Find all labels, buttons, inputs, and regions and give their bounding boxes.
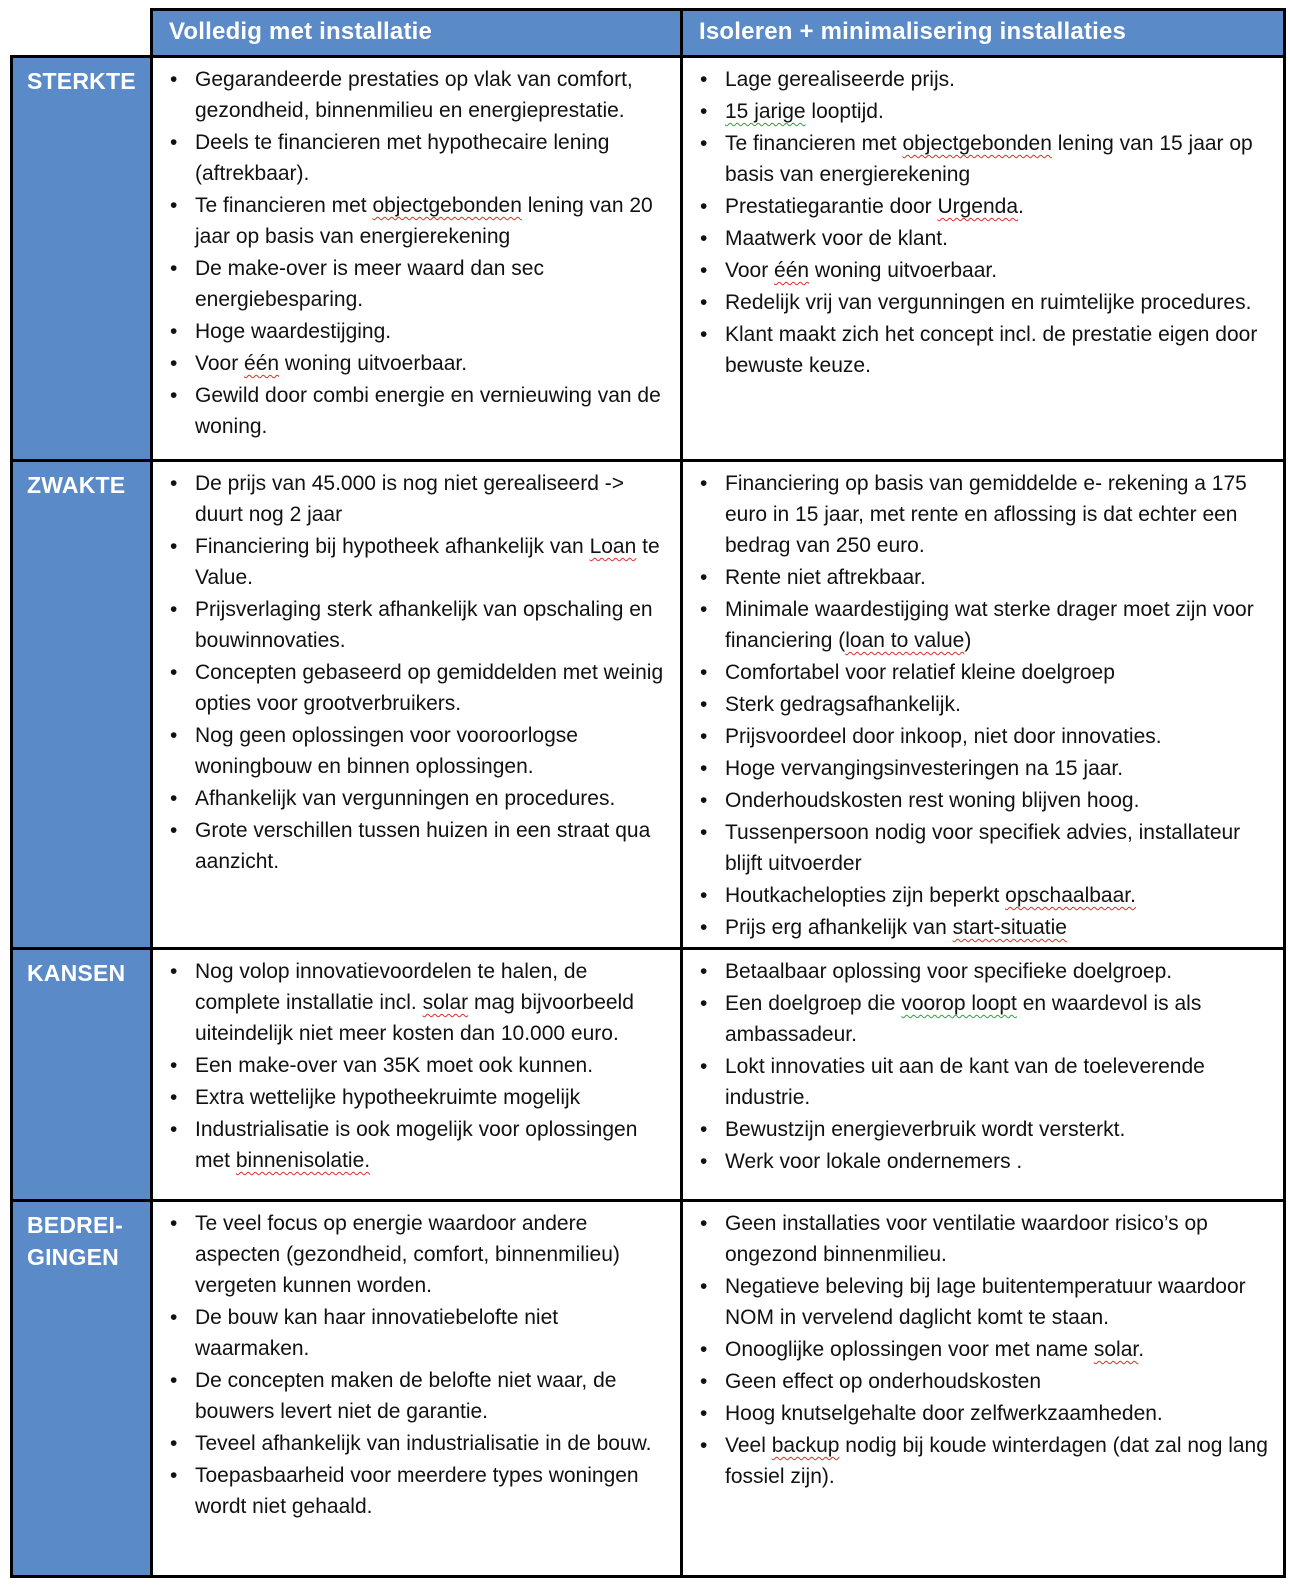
bullet-list <box>683 1208 1275 1492</box>
list-item <box>683 223 1275 254</box>
spellcheck-underlined-text: één <box>774 259 810 282</box>
list-item <box>683 1051 1275 1113</box>
list-item <box>683 657 1275 688</box>
grammar-underlined-text: 15 jarige <box>725 100 806 123</box>
list-item <box>153 1114 672 1176</box>
list-item <box>683 128 1275 190</box>
cell-sterkte-col0 <box>152 57 682 461</box>
row-label-kansen: KANSEN <box>12 949 152 1201</box>
text-segment: De bouw kan haar innovatiebelofte niet waarmaken. <box>195 1306 559 1360</box>
bullet-list <box>683 956 1275 1177</box>
text-segment: Geen installaties voor ventilatie waardoor risico’s op ongezond binnenmilieu. <box>725 1212 1208 1266</box>
header-row <box>12 10 1285 57</box>
list-item <box>683 880 1275 911</box>
list-item <box>153 190 672 252</box>
text-segment: Klant maakt zich het concept incl. de prestatie eigen door bewuste keuze. <box>725 323 1258 377</box>
list-item <box>683 1271 1275 1333</box>
text-segment: Veel <box>725 1434 772 1457</box>
list-item <box>683 1334 1275 1365</box>
spellcheck-underlined-text: loan to value <box>845 629 965 652</box>
text-segment: Negatieve beleving bij lage buitentemperatuur waardoor NOM in vervelend daglicht komt te staan. <box>725 1275 1246 1329</box>
text-segment: Prestatiegarantie door <box>725 195 938 218</box>
text-segment: Nog volop innovatievoordelen te halen, de complete installatie incl. <box>195 960 588 1014</box>
table-row-sterkte <box>12 57 1285 461</box>
text-segment: Afhankelijk van vergunningen en procedures. <box>195 787 616 810</box>
cell-kansen-col0 <box>152 949 682 1201</box>
list-item <box>153 468 672 530</box>
spellcheck-underlined-text: één <box>244 352 280 375</box>
text-segment: te Value. <box>195 535 660 589</box>
text-segment: De concepten maken de belofte niet waar, de bouwers levert niet de garantie. <box>195 1369 617 1423</box>
text-segment: Te veel focus op energie waardoor andere aspecten (gezondheid, comfort, binnenmilieu) vergeten kunnen worden. <box>195 1212 620 1297</box>
text-segment: Maatwerk voor de klant. <box>725 227 948 250</box>
table-row-bedreigingen <box>12 1201 1285 1577</box>
column-header-volledig: Volledig met installatie <box>152 10 682 57</box>
list-item <box>153 348 672 379</box>
text-segment: Tussenpersoon nodig voor specifiek advies, installateur blijft uitvoerder <box>725 821 1241 875</box>
bullet-list <box>153 956 672 1176</box>
text-segment: Concepten gebaseerd op gemiddelden met weinig opties voor grootverbruikers. <box>195 661 664 715</box>
text-segment: looptijd. <box>805 100 884 123</box>
list-item <box>153 783 672 814</box>
list-item <box>153 657 672 719</box>
bullet-list <box>683 468 1275 943</box>
table-row-kansen <box>12 949 1285 1201</box>
text-segment: Geen effect op onderhoudskosten <box>725 1370 1042 1393</box>
text-segment: Voor <box>195 352 245 375</box>
list-item <box>683 1366 1275 1397</box>
list-item <box>153 1365 672 1427</box>
list-item <box>683 721 1275 752</box>
bullet-list <box>683 64 1275 381</box>
list-item <box>683 753 1275 784</box>
column-header-isoleren: Isoleren + minimalisering installaties <box>682 10 1285 57</box>
text-segment: Hoge waardestijging. <box>195 320 392 343</box>
list-item <box>153 956 672 1049</box>
text-segment: Bewustzijn energieverbruik wordt versterkt. <box>725 1118 1126 1141</box>
text-segment: Onderhoudskosten rest woning blijven hoog. <box>725 789 1140 812</box>
corner-cell <box>12 10 152 57</box>
list-item <box>683 912 1275 943</box>
cell-zwakte-col1 <box>682 461 1285 949</box>
text-segment: en waardevol is als ambassadeur. <box>725 992 1202 1046</box>
list-item <box>683 1208 1275 1270</box>
list-item <box>683 468 1275 561</box>
text-segment: mag bijvoorbeeld uiteindelijk niet meer kosten dan 10.000 euro. <box>195 991 634 1045</box>
text-segment: lening van 15 jaar op basis van energierekening <box>725 132 1253 186</box>
text-segment: Te financieren met <box>195 194 373 217</box>
spellcheck-underlined-text: objectgebonden <box>372 194 522 217</box>
text-segment: Comfortabel voor relatief kleine doelgroep <box>725 661 1115 684</box>
list-item <box>683 255 1275 286</box>
list-item <box>683 319 1275 381</box>
text-segment: Werk voor lokale ondernemers . <box>725 1150 1023 1173</box>
text-segment: Lokt innovaties uit aan de kant van de toeleverende industrie. <box>725 1055 1205 1109</box>
swot-table <box>10 8 1286 1578</box>
list-item <box>683 562 1275 593</box>
list-item <box>153 316 672 347</box>
spellcheck-underlined-text: Loan <box>589 535 637 558</box>
cell-kansen-col1 <box>682 949 1285 1201</box>
list-item <box>153 1082 672 1113</box>
text-segment: Financiering bij hypotheek afhankelijk van <box>195 535 590 558</box>
text-segment: Nog geen oplossingen voor vooroorlogse woningbouw en binnen oplossingen. <box>195 724 578 778</box>
text-segment: Redelijk vrij van vergunningen en ruimtelijke procedures. <box>725 291 1252 314</box>
row-label-bedreigingen: BEDREI- GINGEN <box>12 1201 152 1577</box>
list-item <box>683 287 1275 318</box>
text-segment: Grote verschillen tussen huizen in een straat qua aanzicht. <box>195 819 651 873</box>
list-item <box>683 1146 1275 1177</box>
text-segment: Lage gerealiseerde prijs. <box>725 68 955 91</box>
text-segment: lening van 20 jaar op basis van energierekening <box>195 194 653 248</box>
list-item <box>153 380 672 442</box>
text-segment: Sterk gedragsafhankelijk. <box>725 693 961 716</box>
list-item <box>153 1428 672 1459</box>
text-segment: Hoge vervangingsinvesteringen na 15 jaar. <box>725 757 1124 780</box>
text-segment: Voor <box>725 259 775 282</box>
list-item <box>153 815 672 877</box>
grammar-underlined-text: voorop loopt <box>901 992 1017 1015</box>
text-segment: Toepasbaarheid voor meerdere types woningen wordt niet gehaald. <box>195 1464 639 1518</box>
bullet-list <box>153 468 672 877</box>
list-item <box>153 594 672 656</box>
spellcheck-underlined-text: Urgenda <box>937 195 1019 218</box>
text-segment: Een doelgroep die <box>725 992 902 1015</box>
list-item <box>153 720 672 782</box>
text-segment: Hoog knutselgehalte door zelfwerkzaamheden. <box>725 1402 1163 1425</box>
list-item <box>683 988 1275 1050</box>
text-segment: Een make-over van 35K moet ook kunnen. <box>195 1054 594 1077</box>
text-segment: Gewild door combi energie en vernieuwing van de woning. <box>195 384 661 438</box>
list-item <box>153 531 672 593</box>
text-segment: De make-over is meer waard dan sec energiebesparing. <box>195 257 544 311</box>
list-item <box>683 1430 1275 1492</box>
cell-bedreigingen-col0 <box>152 1201 682 1577</box>
list-item <box>683 956 1275 987</box>
text-segment: . <box>1018 195 1024 218</box>
list-item <box>153 1050 672 1081</box>
spellcheck-underlined-text: backup <box>771 1434 840 1457</box>
list-item <box>683 1114 1275 1145</box>
spellcheck-underlined-text: opschaalbaar. <box>1005 884 1136 907</box>
text-segment: De prijs van 45.000 is nog niet gerealiseerd -> duurt nog 2 jaar <box>195 472 625 526</box>
cell-zwakte-col0 <box>152 461 682 949</box>
text-segment: Deels te financieren met hypothecaire lening (aftrekbaar). <box>195 131 610 185</box>
text-segment: Prijsvoordeel door inkoop, niet door innovaties. <box>725 725 1162 748</box>
text-segment: Prijs erg afhankelijk van <box>725 916 953 939</box>
spellcheck-underlined-text: binnenisolatie. <box>235 1149 371 1172</box>
text-segment: woning uitvoerbaar. <box>279 352 468 375</box>
list-item <box>683 817 1275 879</box>
list-item <box>153 64 672 126</box>
row-label-zwakte: ZWAKTE <box>12 461 152 949</box>
text-segment: Prijsverlaging sterk afhankelijk van opschaling en bouwinnovaties. <box>195 598 653 652</box>
text-segment: Gegarandeerde prestaties op vlak van comfort, gezondheid, binnenmilieu en energieprestatie. <box>195 68 633 122</box>
text-segment: . <box>1138 1338 1145 1361</box>
table-row-zwakte <box>12 461 1285 949</box>
list-item <box>683 1398 1275 1429</box>
cell-sterkte-col1 <box>682 57 1285 461</box>
text-segment: Rente niet aftrekbaar. <box>725 566 926 589</box>
list-item <box>683 689 1275 720</box>
list-item <box>683 96 1275 127</box>
list-item <box>153 1460 672 1522</box>
text-segment: woning uitvoerbaar. <box>809 259 998 282</box>
text-segment: Extra wettelijke hypotheekruimte mogelijk <box>195 1086 581 1109</box>
spellcheck-underlined-text: objectgebonden <box>902 132 1052 155</box>
text-segment: Minimale waardestijging wat sterke drager moet zijn voor financiering ( <box>725 598 1254 652</box>
list-item <box>683 594 1275 656</box>
spellcheck-underlined-text: solar <box>422 991 469 1014</box>
text-segment: Onooglijke oplossingen voor met name <box>725 1338 1094 1361</box>
cell-bedreigingen-col1 <box>682 1201 1285 1577</box>
text-segment: Industrialisatie is ook mogelijk voor oplossingen met <box>195 1118 638 1172</box>
spellcheck-underlined-text: solar <box>1093 1338 1139 1361</box>
text-segment: Teveel afhankelijk van industrialisatie in de bouw. <box>195 1432 652 1455</box>
text-segment: nodig bij koude winterdagen (dat zal nog lang fossiel zijn). <box>725 1434 1268 1488</box>
text-segment: Financiering op basis van gemiddelde e- rekening a 175 euro in 15 jaar, met rente en aflossing is dat echter een bedrag van 250 euro. <box>725 472 1247 557</box>
text-segment: Te financieren met <box>725 132 903 155</box>
list-item <box>153 127 672 189</box>
list-item <box>683 64 1275 95</box>
list-item <box>683 785 1275 816</box>
spellcheck-underlined-text: start-situatie <box>952 916 1067 939</box>
text-segment: Betaalbaar oplossing voor specifieke doelgroep. <box>725 960 1173 983</box>
bullet-list <box>153 1208 672 1522</box>
text-segment: Houtkachelopties zijn beperkt <box>725 884 1006 907</box>
list-item <box>153 253 672 315</box>
list-item <box>153 1208 672 1301</box>
row-label-sterkte: STERKTE <box>12 57 152 461</box>
list-item <box>153 1302 672 1364</box>
text-segment: ) <box>964 629 972 652</box>
bullet-list <box>153 64 672 442</box>
list-item <box>683 191 1275 222</box>
